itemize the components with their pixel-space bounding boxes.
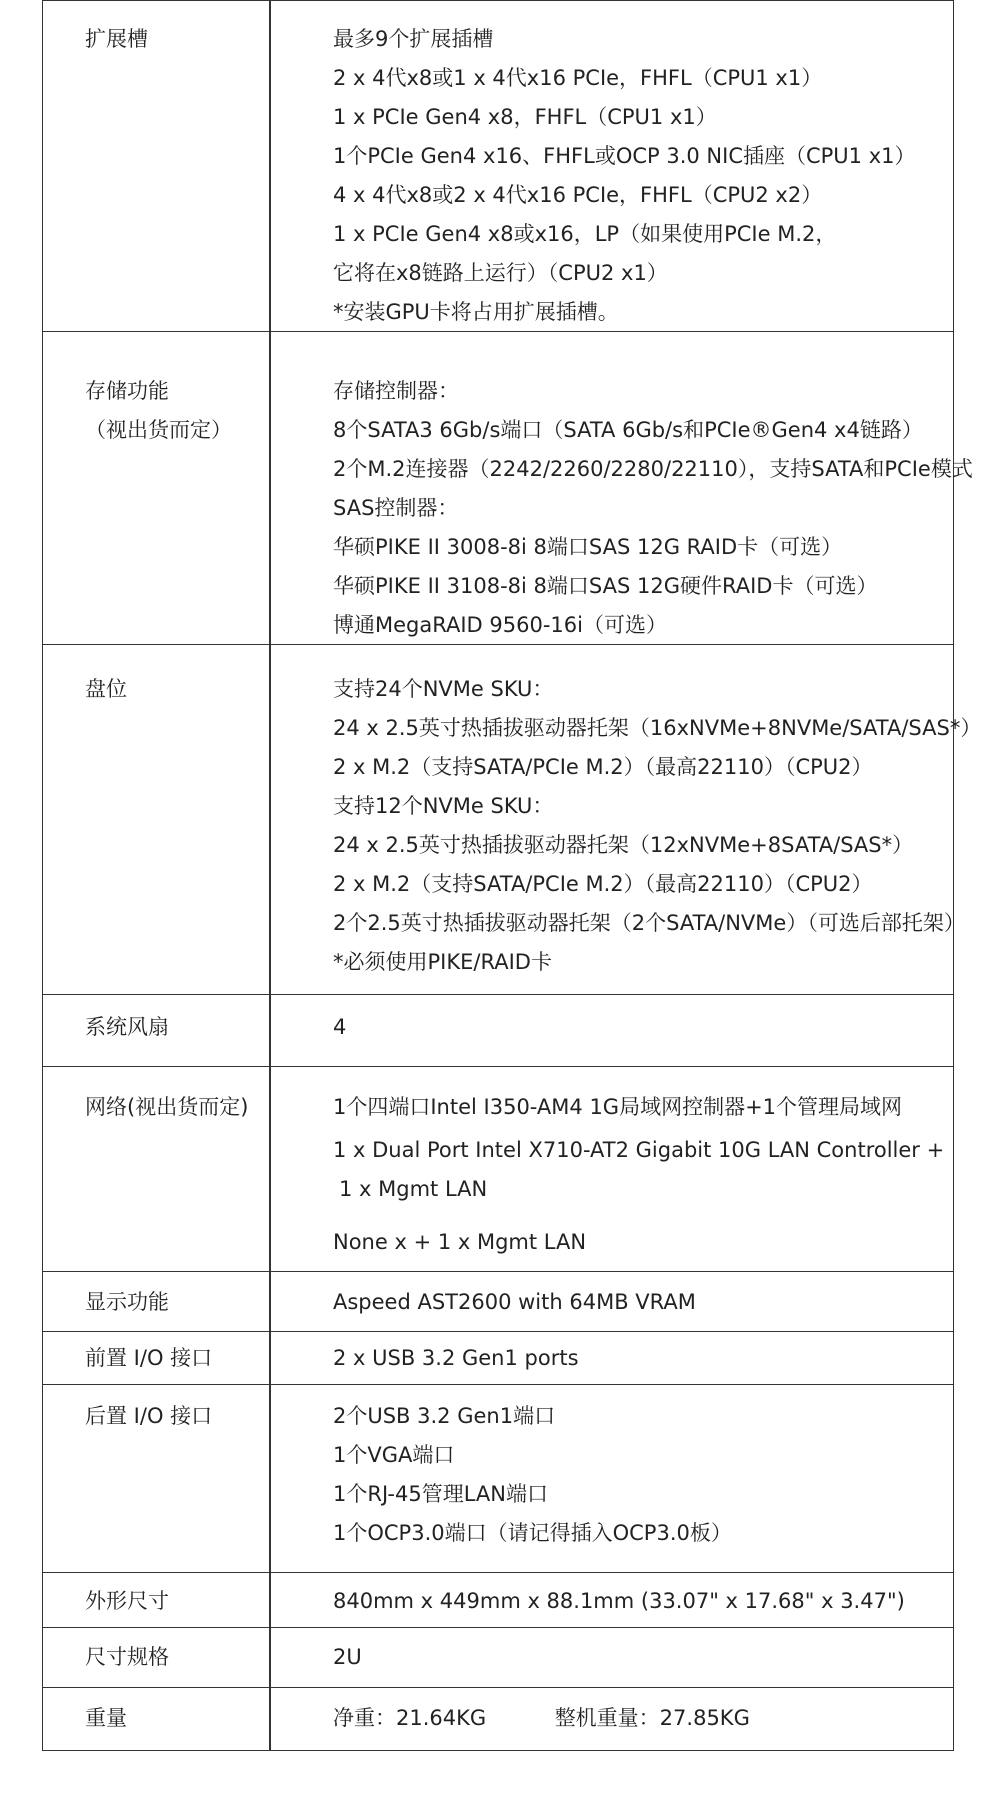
- row-label: [85, 1644, 169, 1670]
- value-line: 2U: [333, 1645, 362, 1669]
- value-line: 840mm x 449mm x 88.1mm (33.07" x 17.68" x 3.47"): [333, 1589, 905, 1613]
- row-values: [333, 1705, 750, 1744]
- value-line: 1个RJ-45管理LAN端口: [333, 1482, 548, 1506]
- net-weight: 净重：21.64KG: [333, 1706, 487, 1730]
- label-line: 重量: [85, 1706, 127, 1730]
- value-line: 1个VGA端口: [333, 1443, 455, 1467]
- row-drive-bays: [43, 644, 982, 994]
- label-line: 后置 I/O 接口: [85, 1404, 213, 1428]
- value-line: 支持24个NVMe SKU：: [333, 677, 554, 701]
- label-line: 存储功能: [85, 379, 169, 403]
- row-values: [333, 378, 973, 651]
- value-line: 1 x PCIe Gen4 x8或x16，LP（如果使用PCIe M.2，: [333, 222, 837, 246]
- value-line: 24 x 2.5英寸热插拔驱动器托架（16xNVMe+8NVMe/SATA/SAS*）: [333, 716, 982, 740]
- value-line: 2 x M.2（支持SATA/PCIe M.2）（最高22110）（CPU2）: [333, 872, 873, 896]
- value-line: SAS控制器：: [333, 496, 459, 520]
- row-label: [85, 1014, 169, 1040]
- value-line: 2个2.5英寸热插拔驱动器托架（2个SATA/NVMe）（可选后部托架）: [333, 911, 965, 935]
- row-values: [333, 26, 916, 338]
- value-line: 4 x 4代x8或2 x 4代x16 PCIe，FHFL（CPU2 x2）: [333, 183, 823, 207]
- value-line: 最多9个扩展插槽: [333, 27, 494, 51]
- value-line: 1 x Dual Port Intel X710-AT2 Gigabit 10G LAN Controller +: [333, 1138, 945, 1162]
- value-line: 24 x 2.5英寸热插拔驱动器托架（12xNVMe+8SATA/SAS*）: [333, 833, 914, 857]
- row-weight: [43, 1687, 953, 1751]
- label-line: 网络(视出货而定): [85, 1095, 249, 1119]
- row-storage: [43, 331, 973, 644]
- value-line: 2 x 4代x8或1 x 4代x16 PCIe，FHFL（CPU1 x1）: [333, 66, 823, 90]
- row-dimensions: [43, 1572, 953, 1627]
- row-values: [333, 1289, 696, 1328]
- row-label: [85, 676, 127, 702]
- label-line: 前置 I/O 接口: [85, 1346, 213, 1370]
- row-system-fans: [43, 994, 953, 1066]
- value-line: 它将在x8链路上运行）（CPU2 x1）: [333, 261, 668, 285]
- row-label: [85, 26, 148, 52]
- value-line: 4: [333, 1015, 347, 1039]
- value-line: 8个SATA3 6Gb/s端口（SATA 6Gb/s和PCIe®Gen4 x4链路）: [333, 418, 923, 442]
- label-line: 尺寸规格: [85, 1645, 169, 1669]
- row-network: [43, 1066, 953, 1271]
- value-line: 2 x M.2（支持SATA/PCIe M.2）（最高22110）（CPU2）: [333, 755, 873, 779]
- value-line: 博通MegaRAID 9560-16i（可选）: [333, 613, 667, 637]
- row-values: [333, 1644, 362, 1683]
- row-label: [85, 1588, 169, 1614]
- value-line: None x + 1 x Mgmt LAN: [333, 1230, 587, 1254]
- row-values: [333, 1588, 905, 1627]
- row-label: [85, 1094, 248, 1120]
- row-values: [333, 1014, 346, 1053]
- value-line: *安装GPU卡将占用扩展插槽。: [333, 300, 619, 324]
- label-line: 外形尺寸: [85, 1589, 169, 1613]
- row-label: [85, 378, 232, 443]
- value-line: 1个四端口Intel I350-AM4 1G局域网控制器+1个管理局域网: [333, 1095, 903, 1119]
- value-line: 1个OCP3.0端口（请记得插入OCP3.0板）: [333, 1521, 732, 1545]
- gross-weight: 整机重量：27.85KG: [554, 1706, 750, 1730]
- row-front-io: [43, 1331, 953, 1384]
- label-line: 系统风扇: [85, 1015, 169, 1039]
- value-line: 1个PCIe Gen4 x16、FHFL或OCP 3.0 NIC插座（CPU1 x1）: [333, 144, 916, 168]
- row-form-factor: [43, 1627, 953, 1687]
- label-line: （视出货而定）: [85, 418, 232, 442]
- row-label: [85, 1403, 212, 1429]
- value-line: 1 x Mgmt LAN: [339, 1177, 488, 1201]
- value-line: 2个USB 3.2 Gen1端口: [333, 1404, 556, 1428]
- row-label: [85, 1289, 169, 1315]
- value-line: 华硕PIKE II 3008-8i 8端口SAS 12G RAID卡（可选）: [333, 535, 843, 559]
- row-values: [333, 1345, 579, 1384]
- value-line: 华硕PIKE II 3108-8i 8端口SAS 12G硬件RAID卡（可选）: [333, 574, 878, 598]
- spec-table: [42, 0, 982, 1751]
- row-expansion-slots: [43, 0, 953, 331]
- value-line: 存储控制器：: [333, 379, 459, 403]
- value-line: Aspeed AST2600 with 64MB VRAM: [333, 1290, 696, 1314]
- value-line: 支持12个NVMe SKU：: [333, 794, 554, 818]
- label-line: 显示功能: [85, 1290, 169, 1314]
- row-values: [333, 1094, 944, 1268]
- row-values: [333, 676, 981, 988]
- label-line: 扩展槽: [85, 27, 148, 51]
- row-label: [85, 1345, 212, 1371]
- row-rear-io: [43, 1384, 953, 1572]
- row-display: [43, 1271, 953, 1331]
- value-line: *必须使用PIKE/RAID卡: [333, 950, 552, 974]
- value-line: 2 x USB 3.2 Gen1 ports: [333, 1346, 579, 1370]
- row-values: [333, 1403, 732, 1559]
- label-line: 盘位: [85, 677, 127, 701]
- value-line: 2个M.2连接器（2242/2260/2280/22110），支持SATA和PCIe模式: [333, 457, 973, 481]
- value-line: 1 x PCIe Gen4 x8，FHFL（CPU1 x1）: [333, 105, 717, 129]
- row-label: [85, 1705, 127, 1731]
